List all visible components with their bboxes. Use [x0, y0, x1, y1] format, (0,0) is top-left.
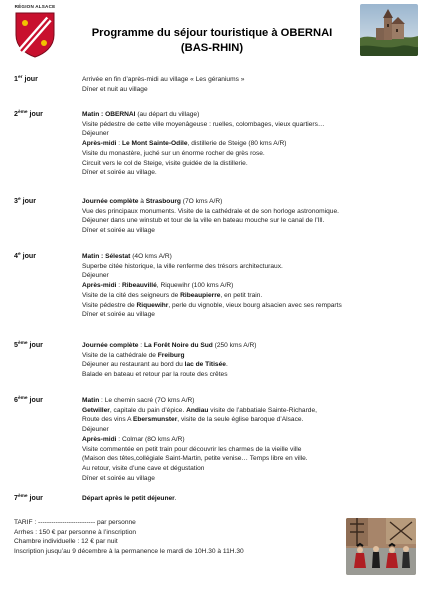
- bold-text: Journée complète: [82, 342, 139, 349]
- bold-text: Ribeauvillé: [121, 282, 157, 290]
- itinerary-line: [82, 415, 422, 425]
- text-segment: Visite pédestre de: [82, 301, 137, 309]
- title-line-1: Programme du séjour touristique à OBERNAI: [91, 27, 333, 39]
- itinerary-line: [82, 396, 422, 406]
- text-segment: Dîner et soirée au village: [82, 311, 155, 319]
- bold-text: Andiau: [186, 406, 209, 414]
- day-number: 6: [14, 396, 18, 404]
- text-segment: Déjeuner: [82, 130, 109, 138]
- day-itinerary: [82, 396, 422, 483]
- text-segment: :: [116, 282, 122, 290]
- bold-text: Journée complète: [82, 198, 139, 205]
- castle-photo: [360, 4, 418, 56]
- day-number: 7: [14, 494, 18, 502]
- bold-text: Riquewihr: [136, 301, 169, 309]
- text-segment: (au départ du village): [135, 111, 200, 118]
- text-segment: (7O kms A/R): [180, 198, 223, 205]
- day-word: jour: [27, 494, 43, 502]
- bold-text: Ebersmunster: [132, 416, 178, 424]
- day-itinerary: [82, 341, 422, 380]
- day-ordinal-suffix: ème: [17, 110, 28, 115]
- day-word: jour: [27, 396, 43, 404]
- day-itinerary: [82, 197, 422, 236]
- itinerary-line: [82, 226, 422, 236]
- text-segment: (250 kms A/R): [212, 342, 257, 349]
- bold-text: Freiburg: [157, 351, 185, 359]
- text-segment: .: [225, 361, 228, 369]
- itinerary-line: [82, 351, 422, 361]
- day-number: 5: [14, 341, 18, 349]
- itinerary-line: [82, 341, 422, 351]
- tarif-block: [14, 518, 344, 556]
- itinerary-line: [82, 445, 422, 455]
- text-segment: , visite de la seule église baroque d’Alsace.: [177, 416, 304, 424]
- title-line-2: (BAS-RHIN): [180, 42, 244, 54]
- folk-dancers-photo: [346, 518, 416, 575]
- text-segment: (Maison des têtes,collégiale Saint-Martin, petite venise… Temps libre en ville.: [82, 455, 308, 463]
- itinerary-line: [82, 494, 422, 504]
- itinerary-line: [82, 85, 422, 95]
- day-label: [14, 396, 43, 404]
- day-label: [14, 197, 36, 205]
- itinerary-line: [82, 291, 422, 301]
- itinerary-line: [82, 435, 422, 445]
- day-itinerary: [82, 110, 422, 178]
- day-label: [14, 75, 38, 83]
- day-word: jour: [20, 252, 36, 260]
- itinerary-line: [82, 149, 422, 159]
- bold-text: lac de Titisée: [184, 361, 226, 369]
- day-itinerary: [82, 494, 422, 504]
- text-segment: Visite du monastère, juché sur un énorme rocher de grès rose.: [82, 149, 265, 157]
- itinerary-line: [82, 464, 422, 474]
- text-segment: Route des vins A: [82, 416, 133, 424]
- text-segment: , perle du vignoble, vieux bourg alsacien avec ses remparts: [168, 301, 342, 309]
- page-title: [62, 26, 362, 56]
- text-segment: à: [138, 198, 146, 205]
- day-label: [14, 494, 43, 502]
- text-segment: visite de l’abbatiale Sainte-Richarde,: [208, 406, 317, 414]
- text-segment: , en petit train.: [220, 291, 263, 299]
- itinerary-line: [82, 271, 422, 281]
- arrhes-line: Arrhes : 150 € par personne à l’inscription: [14, 528, 137, 536]
- day-ordinal-suffix: ème: [17, 494, 28, 499]
- itinerary-line: [82, 360, 422, 370]
- itinerary-line: [82, 207, 422, 217]
- bold-text: Après-midi: [82, 282, 117, 290]
- bold-text: Ribeaupierre: [180, 291, 221, 299]
- bold-text: Après-midi: [82, 435, 117, 443]
- day-number: 1: [14, 75, 18, 83]
- text-segment: Visite commentée en petit train pour découvrir les charmes de la vieille ville: [82, 445, 302, 453]
- itinerary-line: [82, 474, 422, 484]
- itinerary-line: [82, 168, 422, 178]
- itinerary-line: [82, 216, 422, 226]
- text-segment: Circuit vers le col de Steige, visite guidée de la distillerie.: [82, 159, 248, 167]
- itinerary-line: [82, 110, 422, 120]
- itinerary-line: [82, 120, 422, 130]
- text-segment: : Le chemin sacré (7O kms A/R): [99, 397, 195, 404]
- itinerary-line: [82, 197, 422, 207]
- bold-text: Strasbourg: [145, 198, 181, 205]
- day-word: jour: [20, 197, 36, 205]
- inscription-line: Inscription jusqu’au 9 décembre à la permanence le mardi de 10H.30 à 11H.30: [14, 547, 244, 555]
- text-segment: , Riquewihr (100 kms A/R): [156, 282, 234, 290]
- itinerary-line: [82, 129, 422, 139]
- itinerary-line: [82, 454, 422, 464]
- day-itinerary: [82, 252, 422, 320]
- itinerary-line: [82, 262, 422, 272]
- day-word: jour: [22, 75, 38, 83]
- day-label: [14, 252, 36, 260]
- itinerary-line: [82, 310, 422, 320]
- tarif-line: TARIF : -------------------------- par personne: [14, 519, 136, 526]
- text-segment: Balade en bateau et retour par la route des crêtes: [82, 371, 228, 379]
- text-segment: Arrivée en fin d’après-midi au village « Les géraniums »: [82, 76, 245, 83]
- bold-text: Matin: [82, 397, 100, 404]
- itinerary-line: [82, 75, 422, 85]
- day-label: [14, 341, 43, 349]
- itinerary-line: [82, 301, 422, 311]
- text-segment: Déjeuner: [82, 272, 109, 280]
- region-alsace-logo: [8, 4, 62, 62]
- text-segment: Dîner et soirée au village.: [82, 169, 157, 177]
- day-itinerary: [82, 75, 422, 94]
- itinerary-line: [82, 252, 422, 262]
- text-segment: Dîner et nuit au village: [82, 85, 148, 93]
- chambre-line: Chambre individuelle : 12 € par nuit: [14, 538, 118, 546]
- bold-text: Getwiller: [82, 406, 110, 414]
- text-segment: Vue des principaux monuments. Visite de la cathédrale et de son horloge astronomique.: [82, 207, 339, 215]
- day-ordinal-suffix: ème: [17, 341, 28, 346]
- itinerary-line: [82, 425, 422, 435]
- text-segment: , distillerie de Steige (80 kms A/R): [187, 140, 287, 148]
- text-segment: :: [138, 342, 144, 349]
- day-number: 3: [14, 197, 18, 205]
- logo-caption: RÉGION ALSACE: [14, 4, 56, 9]
- day-ordinal-suffix: e: [17, 197, 21, 202]
- text-segment: , capitale du pain d’épice.: [109, 406, 187, 414]
- text-segment: : Colmar (8O kms A/R): [116, 435, 185, 443]
- text-segment: .: [174, 495, 177, 502]
- day-number: 4: [14, 252, 18, 260]
- text-segment: Visite pédestre de cette ville moyenâgeuse : ruelles, colombages, vieux quartiers…: [82, 120, 325, 128]
- text-segment: Superbe citée historique, la ville renferme des trésors architecturaux.: [82, 262, 283, 270]
- itinerary-line: [82, 159, 422, 169]
- bold-text: Matin : Sélestat: [82, 253, 131, 260]
- text-segment: :: [116, 140, 122, 148]
- itinerary-line: [82, 370, 422, 380]
- itinerary-line: [82, 139, 422, 149]
- itinerary-line: [82, 281, 422, 291]
- bold-text: Après-midi: [82, 140, 117, 148]
- text-segment: Dîner et soirée au village: [82, 474, 155, 482]
- bold-text: Matin : OBERNAI: [82, 111, 136, 118]
- day-ordinal-suffix: e: [17, 252, 21, 257]
- bold-text: La Forêt Noire du Sud: [143, 342, 213, 349]
- text-segment: (4O kms A/R): [130, 253, 172, 260]
- day-word: jour: [27, 110, 43, 118]
- day-number: 2: [14, 110, 18, 118]
- text-segment: Dîner et soirée au village: [82, 227, 155, 235]
- day-ordinal-suffix: er: [17, 75, 23, 80]
- text-segment: Visite de la cité des seigneurs de: [82, 291, 181, 299]
- alsace-coat-of-arms-icon: [14, 11, 56, 59]
- day-ordinal-suffix: ème: [17, 396, 28, 401]
- day-label: [14, 110, 43, 118]
- text-segment: Au retour, visite d’une cave et dégustation: [82, 464, 205, 472]
- day-word: jour: [27, 341, 43, 349]
- text-segment: Déjeuner dans une winstub et tour de la ville en bateau mouche sur le canal de l’Ill.: [82, 217, 325, 225]
- itinerary-line: [82, 406, 422, 416]
- text-segment: Déjeuner au restaurant au bord du: [82, 361, 185, 369]
- bold-text: Le Mont Sainte-Odile: [121, 140, 188, 148]
- bold-text: Départ après le petit déjeuner: [82, 495, 175, 502]
- text-segment: Déjeuner: [82, 426, 109, 434]
- text-segment: Visite de la cathédrale de: [82, 351, 158, 359]
